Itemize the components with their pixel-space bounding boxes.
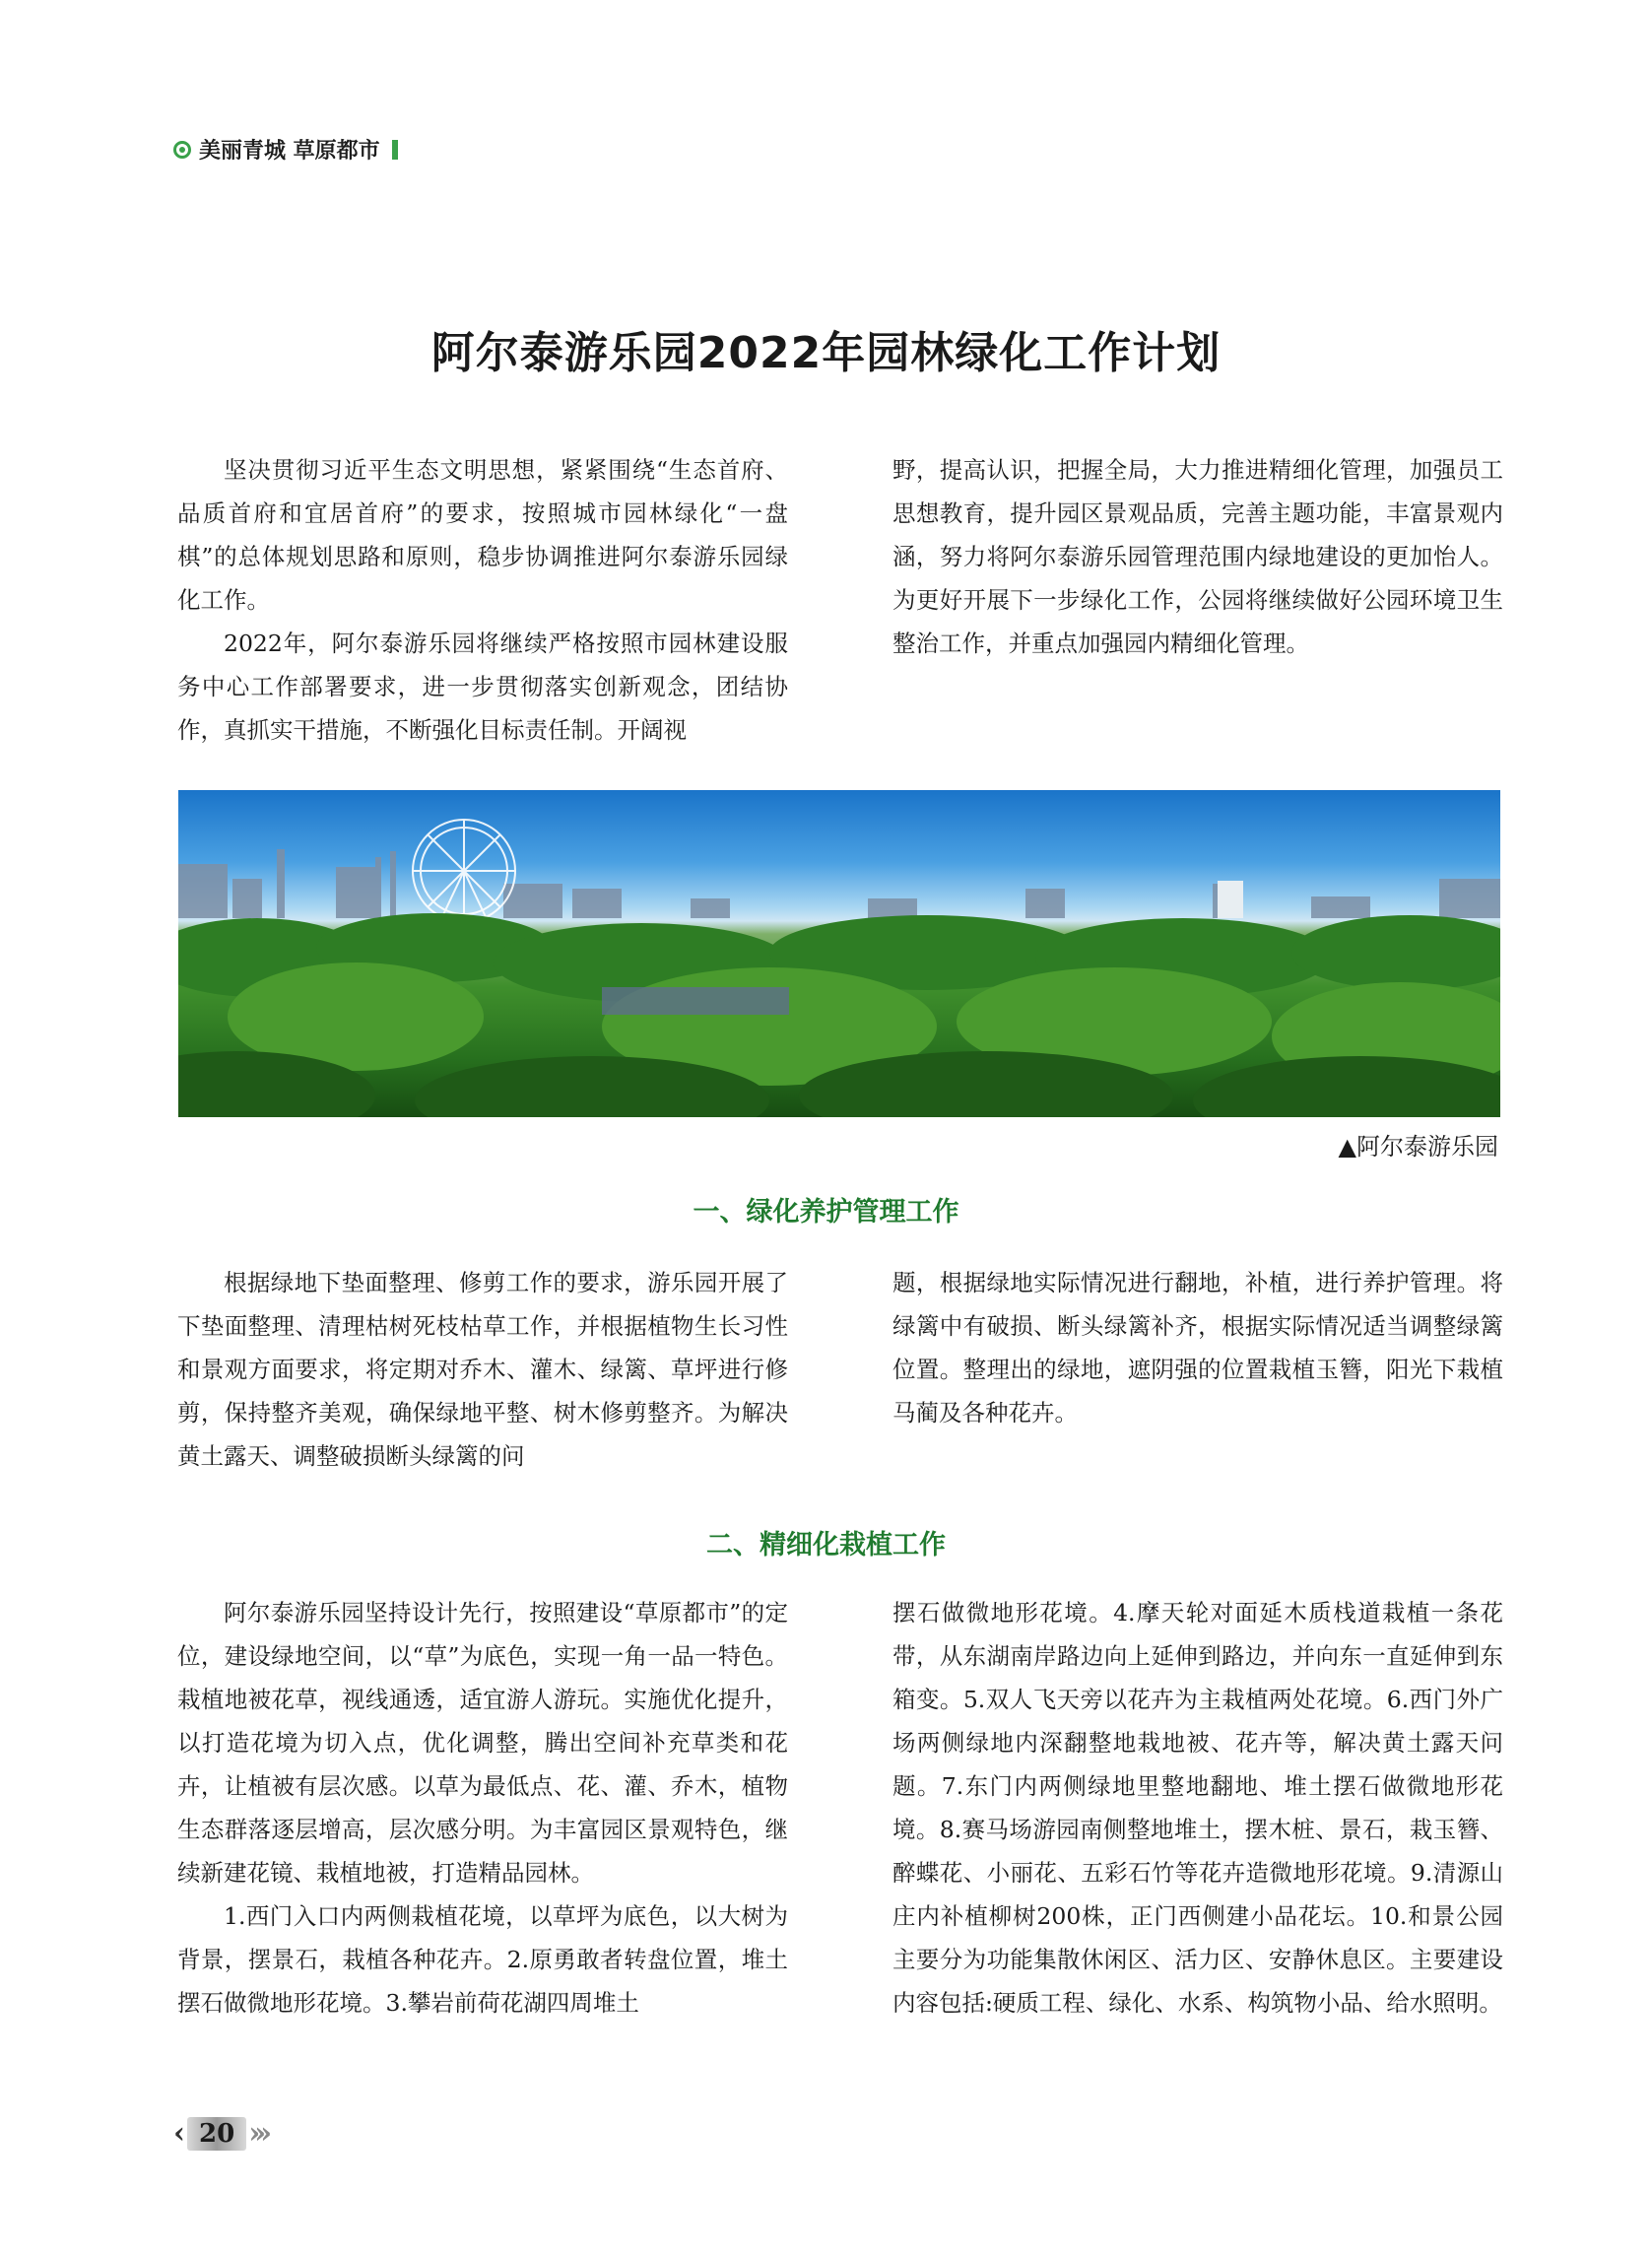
- section-2-paragraph-2-continued: 摆石做微地形花境。4.摩天轮对面延木质栈道栽植一条花带，从东湖南岸路边向上延伸到路边，并向东一直延伸到东箱变。5.双人飞天旁以花卉为主栽植两处花境。6.西门外广场两侧绿地内深翻整地栽地被、花卉等，解决黄土露天问题。7.东门内两侧绿地里整地翻地、堆土摆石做微地形花境。8.赛马场游园南侧整地堆土，摆木桩、景石，栽玉簪、醉蝶花、小丽花、五彩石竹等花卉造微地形花境。9.清源山庄内补植柳树200株，正门西侧建小品花坛。10.和景公园主要分为功能集散休闲区、活力区、安静休息区。主要建设内容包括:硬质工程、绿化、水系、构筑物小品、给水照明。: [892, 1599, 1503, 2017]
- circle-icon: [173, 141, 191, 159]
- running-header: [173, 134, 398, 165]
- chevron-right-icon: ›››: [248, 2116, 267, 2151]
- page-number-text: 20: [187, 2117, 246, 2151]
- section-2-heading: 二、精细化栽植工作: [706, 1530, 946, 1560]
- intro-left-column: [177, 448, 788, 752]
- section-2-paragraph-2: 1.西门入口内两侧栽植花境，以草坪为底色，以大树为背景，摆景石，栽植各种花卉。2.原勇敢者转盘位置，堆土摆石做微地形花境。3.攀岩前荷花湖四周堆土: [177, 1902, 788, 2017]
- intro-right-column: [892, 448, 1503, 665]
- photo-caption: ▲阿尔泰游乐园: [1338, 1133, 1498, 1161]
- section-2-right-column: [892, 1591, 1503, 2025]
- intro-paragraph-1: 坚决贯彻习近平生态文明思想，紧紧围绕“生态首府、品质首府和宜居首府”的要求，按照城市园林绿化“一盘棋”的总体规划思路和原则，稳步协调推进阿尔泰游乐园绿化工作。: [177, 456, 788, 614]
- section-2-paragraph-1: 阿尔泰游乐园坚持设计先行，按照建设“草原都市”的定位，建设绿地空间，以“草”为底色，实现一角一品一特色。栽植地被花草，视线通透，适宜游人游玩。实施优化提升，以打造花境为切入点，优化调整，腾出空间补充草类和花卉，让植被有层次感。以草为最低点、花、灌、乔木，植物生态群落逐层增高，层次感分明。为丰富园区景观特色，继续新建花镜、栽植地被，打造精品园林。: [177, 1599, 788, 1887]
- section-1-right-column: [892, 1261, 1503, 1434]
- park-panorama-photo: [178, 790, 1500, 1117]
- article-title: 阿尔泰游乐园2022年园林绿化工作计划: [430, 328, 1222, 378]
- page-number: [173, 2116, 266, 2151]
- section-1-paragraph: 根据绿地下垫面整理、修剪工作的要求，游乐园开展了下垫面整理、清理枯树死枝枯草工作，并根据植物生长习性和景观方面要求，将定期对乔木、灌木、绿篱、草坪进行修剪，保持整齐美观，确保绿地平整、树木修剪整齐。为解决黄土露天、调整破损断头绿篱的问: [177, 1269, 788, 1470]
- section-1-paragraph-continued: 题，根据绿地实际情况进行翻地，补植，进行养护管理。将绿篱中有破损、断头绿篱补齐，根据实际情况适当调整绿篱位置。整理出的绿地，遮阴强的位置栽植玉簪，阳光下栽植马蔺及各种花卉。: [892, 1269, 1503, 1427]
- chevron-left-icon: ‹: [173, 2116, 185, 2151]
- section-1-left-column: [177, 1261, 788, 1478]
- section-1-heading: 一、绿化养护管理工作: [693, 1197, 959, 1228]
- section-2-left-column: [177, 1591, 788, 2025]
- park-photo-illustration: [178, 790, 1500, 1117]
- running-header-text: 美丽青城 草原都市: [199, 139, 380, 164]
- intro-paragraph-2-continued: 野，提高认识，把握全局，大力推进精细化管理，加强员工思想教育，提升园区景观品质，完善主题功能，丰富景观内涵，努力将阿尔泰游乐园管理范围内绿地建设的更加怡人。为更好开展下一步绿化工作，公园将继续做好公园环境卫生整治工作，并重点加强园内精细化管理。: [892, 456, 1503, 657]
- bar-icon: [392, 140, 398, 160]
- intro-paragraph-2: 2022年，阿尔泰游乐园将继续严格按照市园林建设服务中心工作部署要求，进一步贯彻落实创新观念，团结协作，真抓实干措施，不断强化目标责任制。开阔视: [177, 630, 788, 744]
